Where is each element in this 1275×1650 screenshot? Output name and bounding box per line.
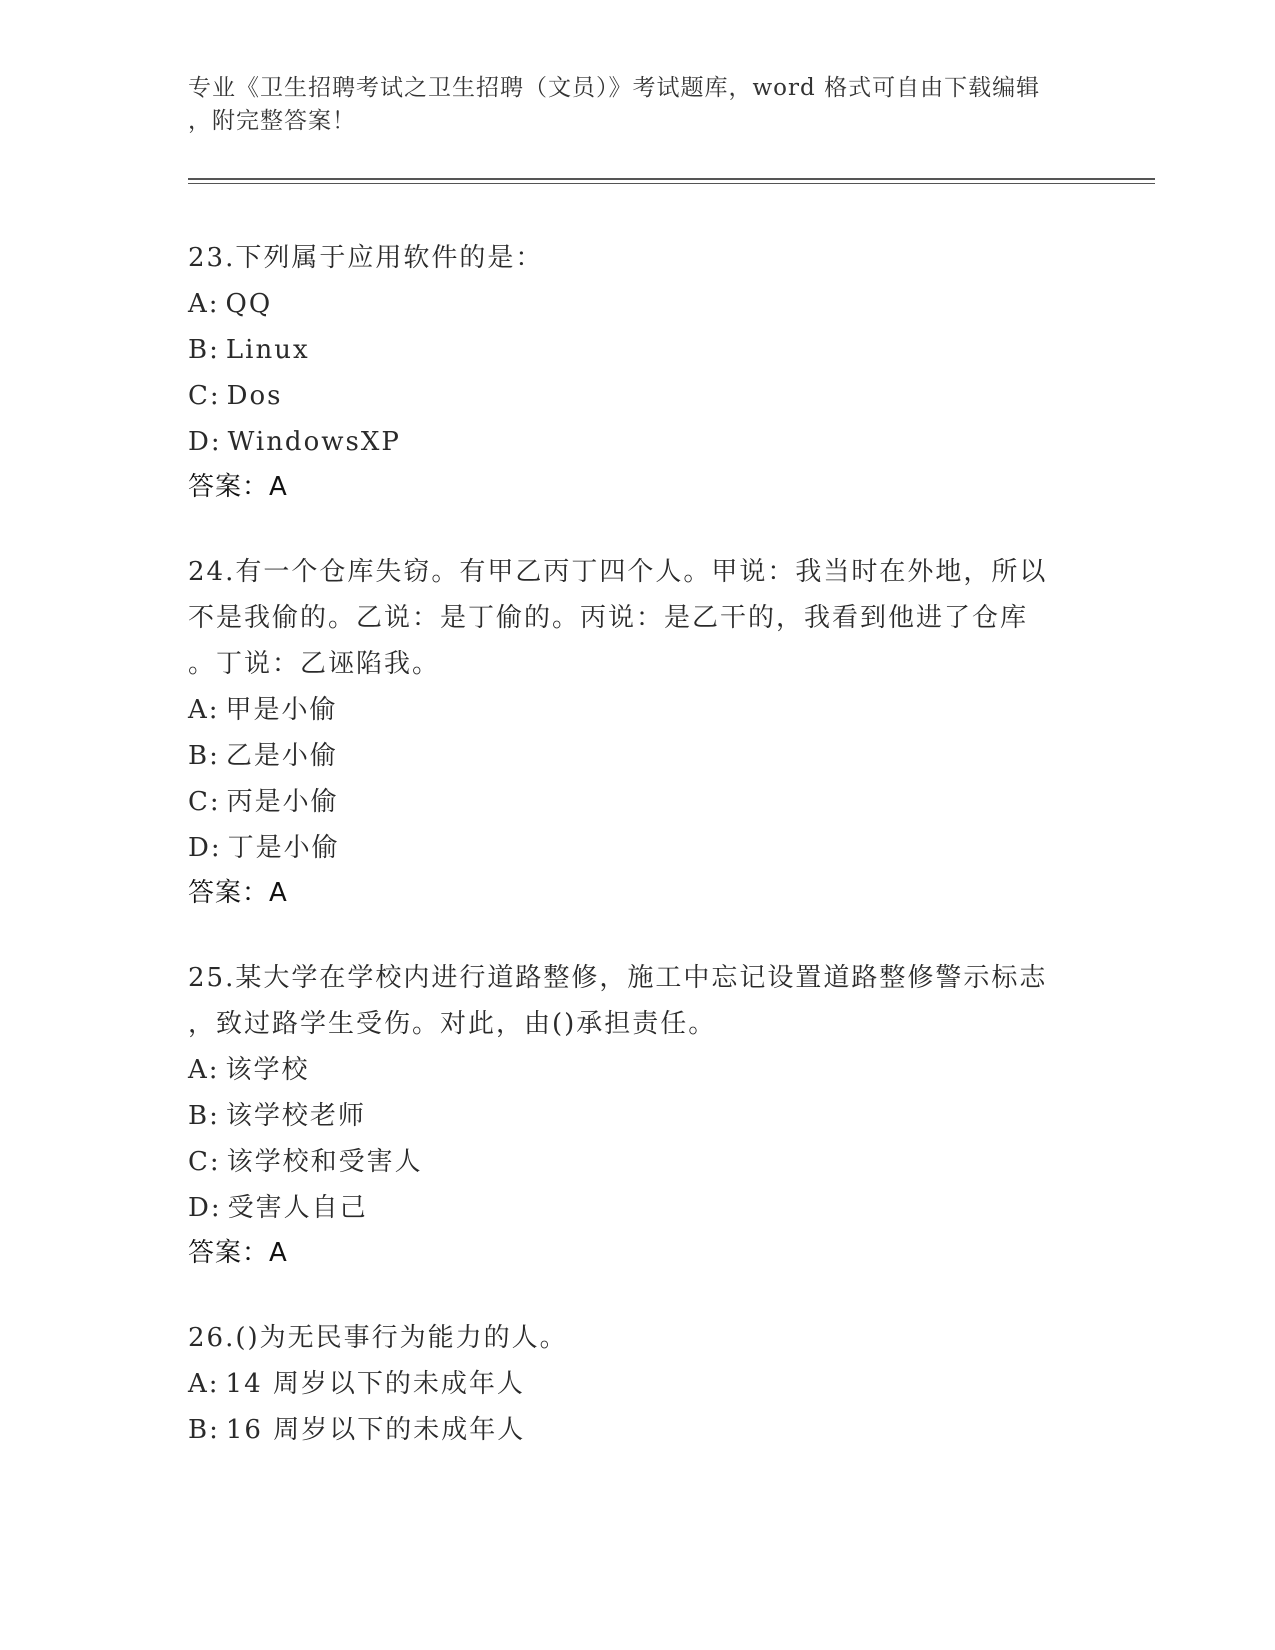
option-key: A: xyxy=(188,1055,220,1085)
question-line: 。丁说：乙诬陷我。 xyxy=(188,649,441,679)
document-header xyxy=(188,72,1088,138)
option-text: WindowsXP xyxy=(227,427,401,457)
option-key: D: xyxy=(188,1193,222,1223)
option-text: 16 周岁以下的未成年人 xyxy=(225,1415,526,1445)
question-text xyxy=(188,1315,1138,1361)
option-text: 丙是小偷 xyxy=(226,787,339,817)
answer: 答案：A xyxy=(188,472,288,502)
option-d xyxy=(188,1185,1138,1231)
option-key: D: xyxy=(188,833,222,863)
question-text xyxy=(188,549,1138,687)
option-key: C: xyxy=(188,787,221,817)
option-text: Linux xyxy=(225,335,310,365)
option-b xyxy=(188,733,1138,779)
question-23 xyxy=(188,235,1138,509)
header-line-1: 专业《卫生招聘考试之卫生招聘（文员）》考试题库，word 格式可自由下载编辑 xyxy=(188,75,1041,101)
question-line: 25.某大学在学校内进行道路整修，施工中忘记设置道路整修警示标志 xyxy=(188,963,1048,993)
option-key: B: xyxy=(188,335,220,365)
question-line: 24.有一个仓库失窃。有甲乙丙丁四个人。甲说：我当时在外地，所以 xyxy=(188,557,1048,587)
option-text: 丁是小偷 xyxy=(227,833,340,863)
header-line-2: ，附完整答案！ xyxy=(188,108,356,134)
option-text: 受害人自己 xyxy=(227,1193,368,1223)
option-key: D: xyxy=(188,427,222,457)
option-key: B: xyxy=(188,1101,220,1131)
option-text: 14 周岁以下的未成年人 xyxy=(225,1369,525,1399)
option-c xyxy=(188,779,1138,825)
question-list xyxy=(188,235,1138,1493)
question-line: ，致过路学生受伤。对此，由()承担责任。 xyxy=(188,1009,717,1039)
option-a xyxy=(188,687,1138,733)
question-25 xyxy=(188,955,1138,1275)
option-b xyxy=(188,1407,1138,1453)
option-d xyxy=(188,825,1138,871)
option-text: QQ xyxy=(225,289,273,319)
answer: 答案：A xyxy=(188,878,288,908)
question-line: 26.()为无民事行为能力的人。 xyxy=(188,1323,568,1353)
option-key: B: xyxy=(188,741,220,771)
option-text: Dos xyxy=(226,381,283,411)
question-26 xyxy=(188,1315,1138,1453)
option-b xyxy=(188,327,1138,373)
option-key: B: xyxy=(188,1415,220,1445)
option-text: 该学校老师 xyxy=(225,1101,366,1131)
option-key: C: xyxy=(188,1147,221,1177)
option-c xyxy=(188,1139,1138,1185)
header-divider xyxy=(188,178,1155,184)
question-text xyxy=(188,955,1138,1047)
option-key: C: xyxy=(188,381,221,411)
option-c xyxy=(188,373,1138,419)
option-key: A: xyxy=(188,289,220,319)
option-d xyxy=(188,419,1138,465)
option-a xyxy=(188,1361,1138,1407)
question-text xyxy=(188,235,1138,281)
option-key: A: xyxy=(188,695,220,725)
option-key: A: xyxy=(188,1369,220,1399)
question-24 xyxy=(188,549,1138,915)
option-text: 甲是小偷 xyxy=(225,695,338,725)
option-a xyxy=(188,281,1138,327)
question-line: 不是我偷的。乙说：是丁偷的。丙说：是乙干的，我看到他进了仓库 xyxy=(188,603,1029,633)
option-a xyxy=(188,1047,1138,1093)
option-text: 该学校和受害人 xyxy=(226,1147,423,1177)
option-text: 该学校 xyxy=(225,1055,310,1085)
option-b xyxy=(188,1093,1138,1139)
answer: 答案：A xyxy=(188,1238,288,1268)
option-text: 乙是小偷 xyxy=(225,741,338,771)
question-line: 23.下列属于应用软件的是： xyxy=(188,243,544,273)
